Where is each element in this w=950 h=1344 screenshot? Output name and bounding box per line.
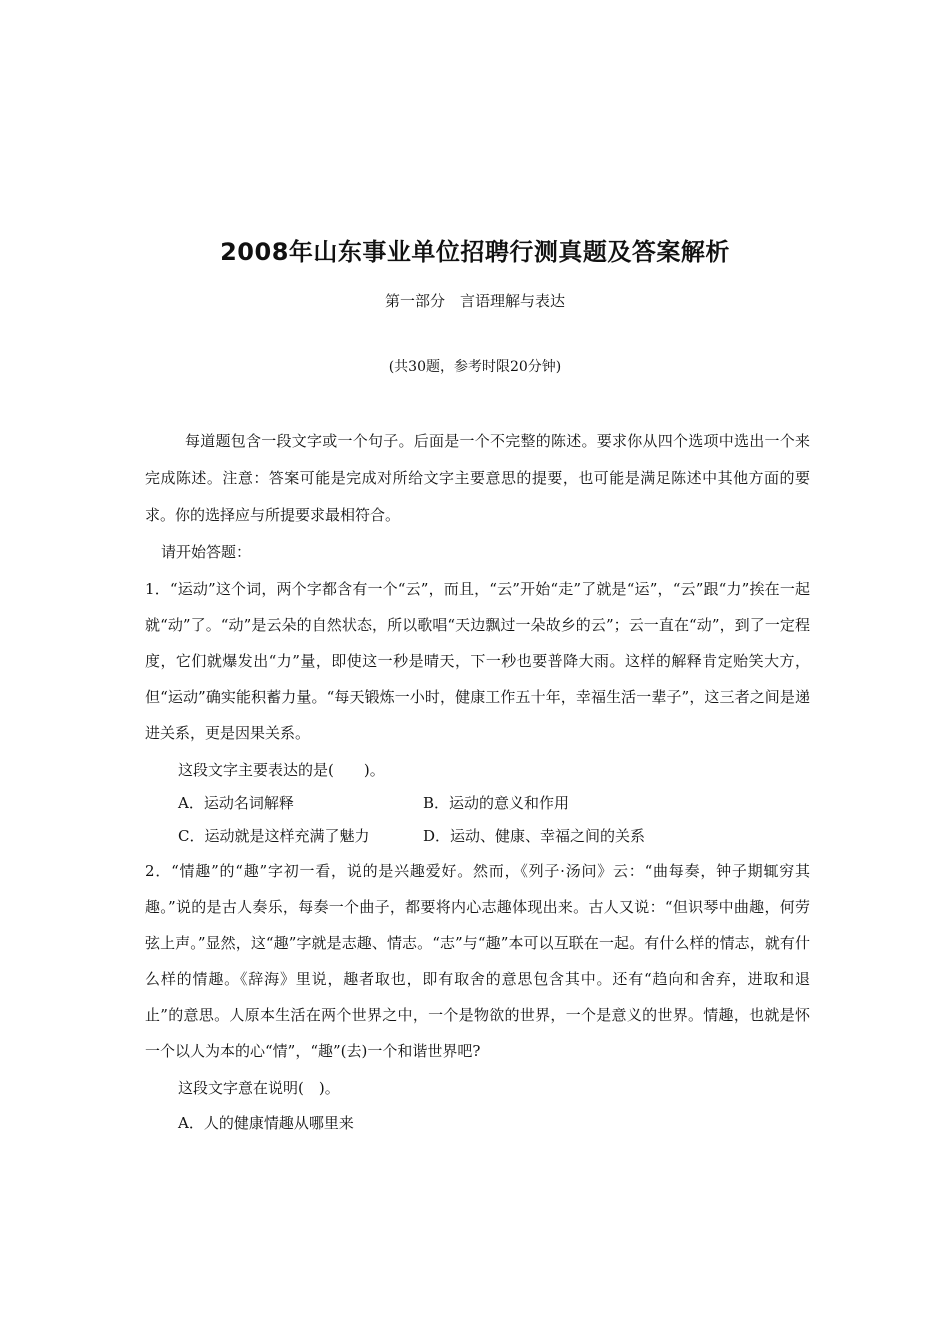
question-passage [145, 853, 810, 1069]
question-passage [145, 571, 810, 751]
question-number: 1． [145, 580, 170, 598]
option-a: A．运动名词解释 [178, 794, 294, 812]
question-1 [145, 571, 810, 853]
options-row-ab [145, 787, 810, 820]
option-a: A．人的健康情趣从哪里来 [178, 1114, 354, 1132]
document-title: 2008年山东事业单位招聘行测真题及答案解析 [220, 238, 730, 266]
section-heading: 第一部分 言语理解与表达 [384, 292, 565, 310]
option-d: D．运动、健康、幸福之间的关系 [423, 827, 646, 845]
option-b: B．运动的意义和作用 [423, 794, 570, 812]
question-stem: 这段文字主要表达的是( )。 [178, 761, 385, 779]
start-prompt: 请开始答题： [161, 543, 252, 561]
question-text: “运动”这个词，两个字都含有一个“云”，而且，“云”开始“走”了就是“运”，“云”跟“力”挨在一起就“动”了。“动”是云朵的自然状态，所以歌唱“天边飘过一朵故乡的云”；云一直在“动”，到了一定程度，它们就爆发出“力”量，即使这一秒是晴天，下一秒也要普降大雨。这样的解释肯定贻笑大方，但“运动”确实能积蓄力量。“每天锻炼一小时，健康工作五十年，幸福生活一辈子”，这三者之间是递进关系，更是因果关系。 [145, 580, 810, 742]
options-row-cd [145, 820, 810, 853]
question-stem: 这段文字意在说明( )。 [178, 1079, 340, 1097]
question-2 [145, 853, 810, 1141]
question-text: “情趣”的“趣”字初一看，说的是兴趣爱好。然而，《列子·汤问》云：“曲每奏，钟子期辄穷其趣。”说的是古人奏乐，每奏一个曲子，都要将内心志趣体现出来。古人又说：“但识琴中曲趣，何劳弦上声。”显然，这“趣”字就是志趣、情志。“志”与“趣”本可以互联在一起。有什么样的情志，就有什么样的情趣。《辞海》里说，趣者取也，即有取舍的意思包含其中。还有“趋向和舍弃，进取和退止”的意思。人原本生活在两个世界之中，一个是物欲的世界，一个是意义的世界。情趣，也就是怀一个以人为本的心“情”，“趣”(去)一个和谐世界吧? [145, 862, 810, 1060]
time-limit-note: (共30题，参考时限20分钟) [388, 359, 562, 375]
instructions-paragraph: 每道题包含一段文字或一个句子。后面是一个不完整的陈述。要求你从四个选项中选出一个来完成陈述。注意：答案可能是完成对所给文字主要意思的提要，也可能是满足陈述中其他方面的要求。你的选择应与所提要求最相符合。 [145, 432, 810, 524]
option-c: C．运动就是这样充满了魅力 [178, 827, 370, 845]
document-body [145, 423, 810, 1141]
question-number: 2． [145, 862, 172, 880]
